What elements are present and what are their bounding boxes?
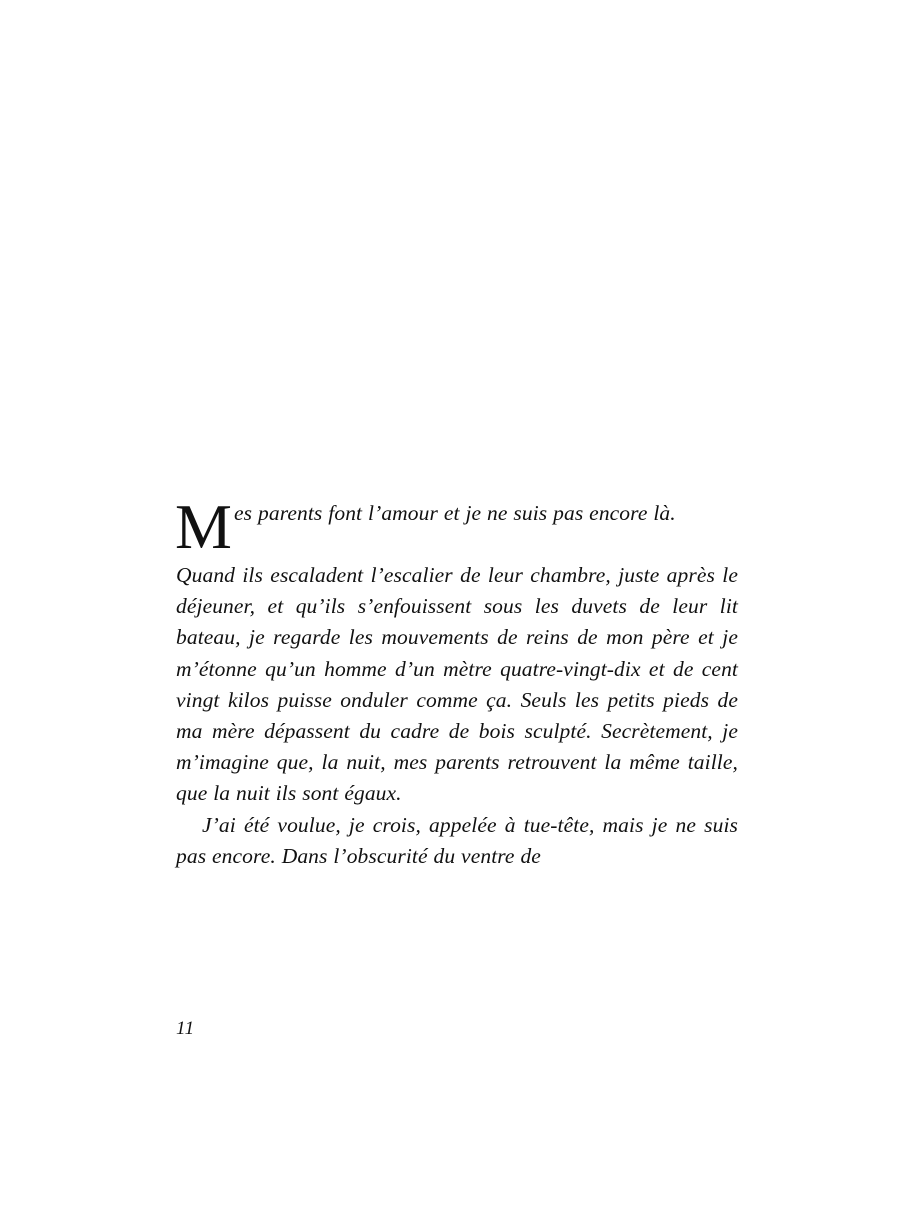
paragraph-second: Quand ils escaladent l’escalier de leur chambre, juste après le déjeuner, et qu’ils s’enfouissent sous les duvets de leur lit bateau, je regarde les mouvements de reins de mon père et je m’étonne qu’un homme d’un mètre quatre-vingt-dix et de cent vingt kilos puisse onduler comme ça. Seuls les petits pieds de ma mère dépassent du cadre de bois sculpté. Secrètement, je m’imagine que, la nuit, mes parents retrouvent la même taille, que la nuit ils sont égaux. bbox=[176, 563, 738, 806]
drop-cap: M bbox=[175, 491, 233, 562]
paragraph-third: J’ai été voulue, je crois, appelée à tue-tête, mais je ne suis pas encore. Dans l’obscurité du ventre de bbox=[176, 812, 738, 868]
page-text-block bbox=[175, 491, 738, 872]
paragraph-first bbox=[175, 491, 738, 562]
paragraph-first-text: es parents font l’amour et je ne suis pas encore là. bbox=[234, 501, 676, 525]
page-number: 11 bbox=[176, 1018, 195, 1039]
